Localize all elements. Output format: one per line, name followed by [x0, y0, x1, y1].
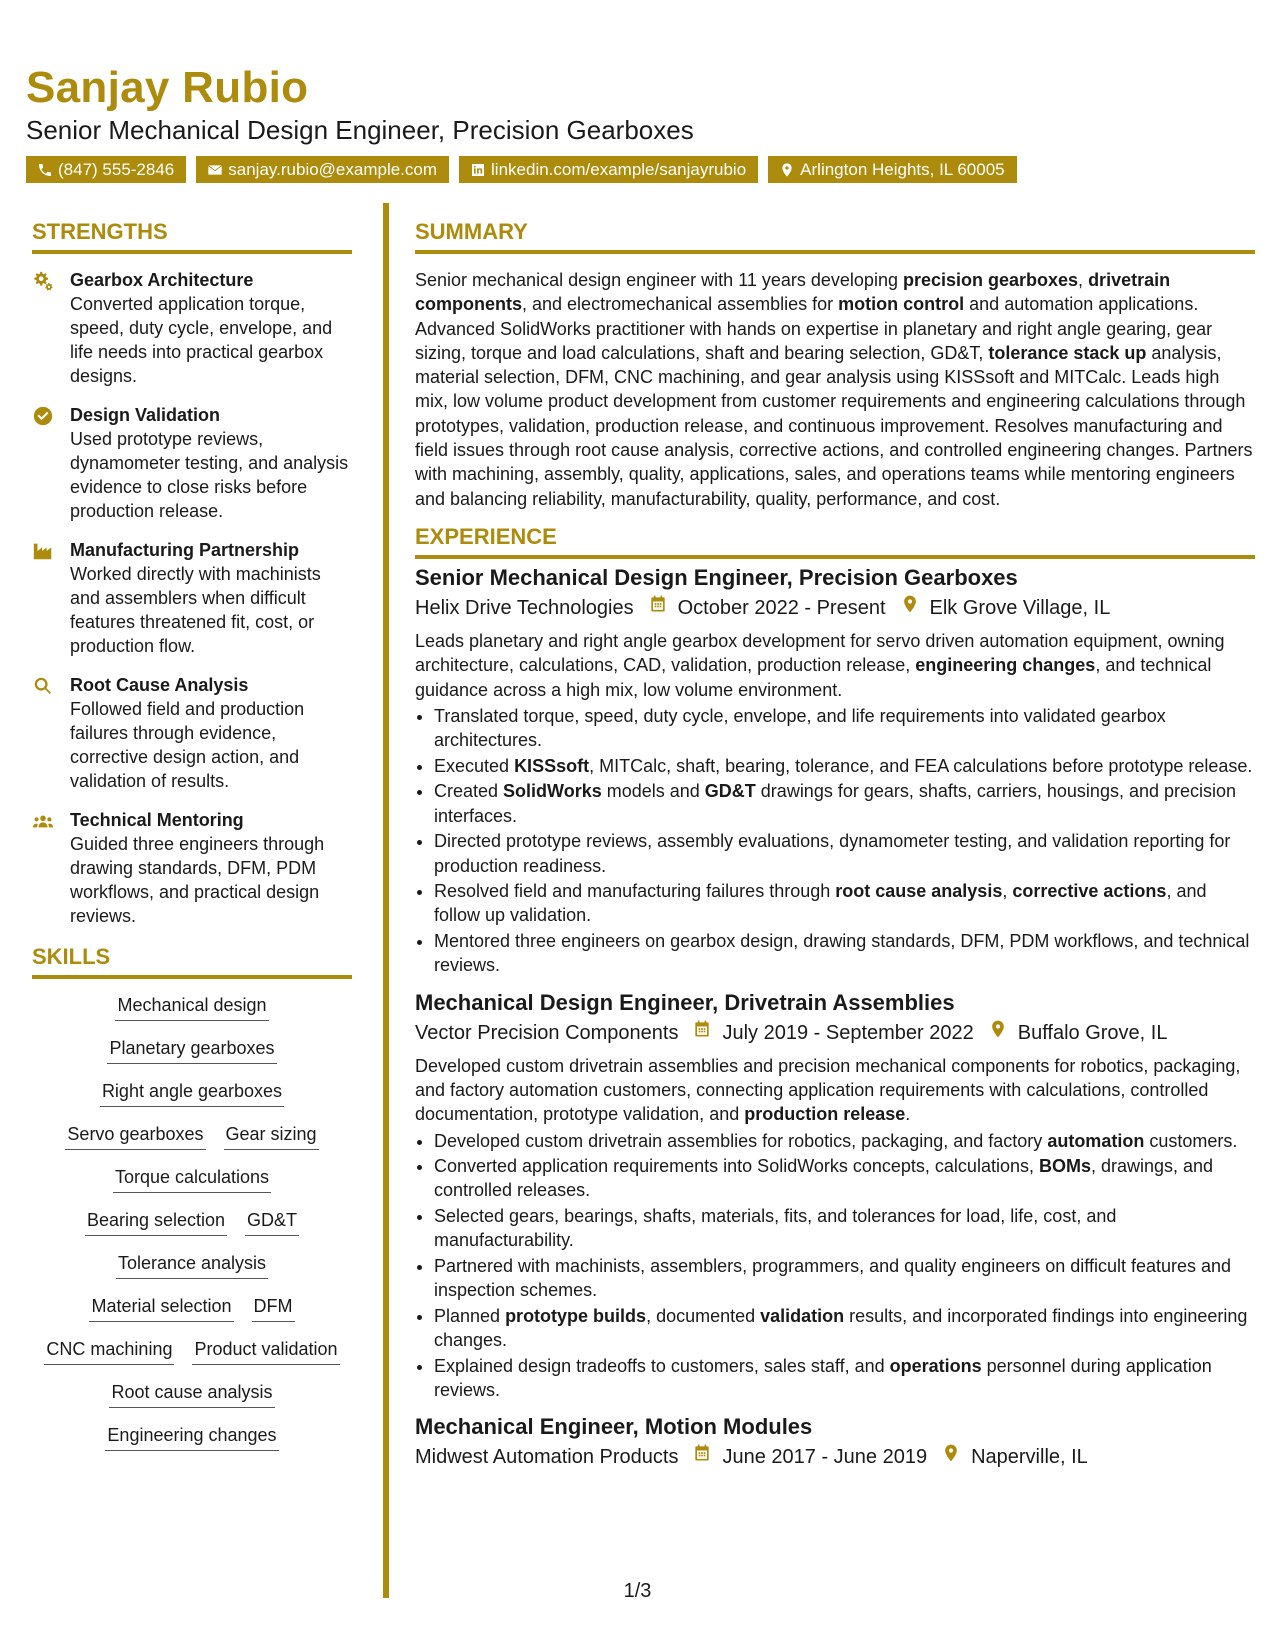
job-dates: June 2017 - June 2019 — [722, 1446, 928, 1469]
skill-row — [85, 1208, 299, 1236]
envelope-icon — [207, 162, 223, 178]
bullet-text: Explained design tradeoffs to customers, sales staff, and — [434, 1355, 890, 1376]
job-bullet — [434, 1204, 1255, 1253]
job-bullet — [434, 754, 1255, 778]
job-intro — [415, 1054, 1255, 1127]
bullet-text: Translated torque, speed, duty cycle, envelope, and life requirements into validated gearbox architectures. — [434, 705, 1166, 751]
job-dates: July 2019 - September 2022 — [722, 1021, 974, 1044]
job-location: Naperville, IL — [971, 1446, 1088, 1469]
bullet-text: personnel during application reviews. — [434, 1355, 1212, 1400]
strength-item — [32, 538, 352, 658]
job-intro-bold: engineering changes — [915, 655, 1096, 676]
experience-heading: EXPERIENCE — [415, 523, 1255, 559]
linkedin-chip[interactable] — [459, 156, 758, 183]
job-bullet — [434, 1129, 1255, 1153]
skill-row — [100, 1079, 284, 1107]
summary-text: Senior mechanical design engineer with 11 years developing — [415, 270, 903, 290]
summary-text: , — [1078, 270, 1089, 290]
column-divider — [383, 203, 389, 1598]
job-bullet — [434, 1304, 1255, 1353]
job-intro-text: Developed custom drivetrain assemblies and precision mechanical components for robotics, packaging, and factory automation customers, connecting application requirements with calculations, controlled documentation, prototype validation, and — [415, 1055, 1241, 1125]
strength-description: Followed field and production failures through evidence, corrective design action, and validation of results. — [70, 699, 305, 791]
job-title: Mechanical Design Engineer, Drivetrain Assemblies — [415, 989, 955, 1015]
bullet-bold: corrective actions — [1012, 881, 1167, 902]
strength-body — [70, 403, 352, 523]
job-location: Buffalo Grove, IL — [1017, 1021, 1168, 1044]
bullet-bold: prototype builds — [505, 1305, 647, 1326]
skill-tag: Servo gearboxes — [65, 1122, 205, 1150]
industry-icon — [32, 538, 70, 658]
summary-text: and automation applications. Advanced SolidWorks practitioner with hands on expertise in planetary and right angle gearing, gear sizing, torque and load calculations, shaft and bearing selection, GD&T, — [415, 294, 1213, 363]
map-marker-icon — [886, 593, 930, 623]
bullet-text: Directed prototype reviews, assembly evaluations, dynamometer testing, and validation reporting for production readiness. — [434, 831, 1231, 876]
job-bullet — [434, 1254, 1255, 1303]
phone-chip[interactable] — [26, 156, 186, 183]
job-entry — [415, 988, 1255, 1403]
job-intro-text: Leads planetary and right angle gearbox development for servo driven automation equipment, owning architecture, calculations, CAD, validation, production release, — [415, 630, 1225, 676]
skill-row — [113, 1165, 271, 1193]
bullet-bold: BOMs — [1038, 1156, 1091, 1177]
strength-title: Design Validation — [70, 405, 221, 425]
bullet-text: , documented — [646, 1305, 761, 1326]
job-meta — [415, 1018, 1255, 1048]
job-location: Elk Grove Village, IL — [929, 596, 1111, 619]
skill-row — [44, 1337, 339, 1365]
bullet-text: , drawings, and controlled releases. — [434, 1156, 1214, 1201]
skills-list — [32, 993, 352, 1451]
email-chip[interactable] — [196, 156, 449, 183]
users-icon — [32, 808, 70, 928]
strength-item — [32, 673, 352, 793]
job-bullet — [434, 879, 1255, 928]
job-bullet — [434, 829, 1255, 878]
linkedin-text: linkedin.com/example/sanjayrubio — [491, 160, 747, 179]
skill-tag: Mechanical design — [115, 993, 268, 1021]
skill-row — [89, 1294, 294, 1322]
email-text: sanjay.rubio@example.com — [228, 160, 438, 179]
strength-description: Converted application torque, speed, duty cycle, envelope, and life needs into practical gearbox designs. — [70, 294, 333, 386]
skill-tag: Right angle gearboxes — [100, 1079, 284, 1107]
phone-icon — [37, 162, 53, 178]
strength-body — [70, 538, 352, 658]
candidate-name: Sanjay Rubio — [26, 63, 309, 112]
strength-item — [32, 808, 352, 928]
bullet-text: Selected gears, bearings, shafts, materials, fits, and tolerances for load, life, cost, and manufacturability. — [434, 1205, 1117, 1251]
job-entry — [415, 563, 1255, 978]
bullet-text: Partnered with machinists, assemblers, programmers, and quality engineers on difficult features and inspection schemes. — [434, 1255, 1232, 1301]
bullet-bold: SolidWorks — [503, 781, 602, 802]
job-bullet — [434, 1154, 1255, 1203]
contact-bar — [26, 156, 1249, 183]
strengths-list — [32, 268, 352, 928]
skill-tag: Bearing selection — [85, 1208, 227, 1236]
phone-text: (847) 555-2846 — [58, 160, 175, 179]
search-icon — [32, 673, 70, 793]
summary-text: analysis, material selection, DFM, CNC machining, and gear analysis using KISSsoft and MITCalc. Leads high mix, low volume product development from customer requirements and engineering calculations through prototypes, validation, production release, and continuous improvement. Resolves manufacturing and field issues through root cause analysis, corrective actions, and controlled engineering changes. Partners with machining, assembly, quality, applications, sales, and operations teams while mentoring engineers and balancing reliability, manufacturability, quality, performance, and cost. — [415, 342, 1253, 509]
strength-item — [32, 403, 352, 523]
strengths-heading: STRENGTHS — [32, 218, 352, 254]
skill-row — [107, 1036, 276, 1064]
skill-row — [105, 1423, 278, 1451]
skill-tag: Gear sizing — [224, 1122, 319, 1150]
page-number: 1/3 — [623, 1580, 652, 1602]
calendar-icon — [678, 1018, 722, 1048]
bullet-bold: KISSsoft — [514, 755, 590, 776]
job-entry — [415, 1412, 1255, 1472]
job-bullet — [434, 704, 1255, 753]
job-bullets — [415, 704, 1255, 978]
skill-tag: Material selection — [89, 1294, 233, 1322]
skill-tag: Engineering changes — [105, 1423, 278, 1451]
bullet-text: Mentored three engineers on gearbox design, drawing standards, DFM, PDM workflows, and technical reviews. — [434, 931, 1250, 976]
bullet-text: models and — [601, 781, 705, 802]
job-intro-text: . — [905, 1104, 911, 1125]
bullet-text: Executed — [434, 755, 515, 776]
skill-tag: Planetary gearboxes — [107, 1036, 276, 1064]
strength-title: Root Cause Analysis — [70, 675, 249, 695]
bullet-text: , MITCalc, shaft, bearing, tolerance, and FEA calculations before prototype release. — [589, 755, 1253, 776]
job-meta — [415, 1442, 1255, 1472]
job-meta — [415, 593, 1255, 623]
right-column — [415, 218, 1255, 1478]
skill-tag: CNC machining — [44, 1337, 174, 1365]
left-column — [32, 218, 352, 1451]
bullet-text: Planned — [434, 1305, 506, 1326]
strength-title: Manufacturing Partnership — [70, 540, 300, 560]
job-dates: October 2022 - Present — [677, 596, 886, 619]
experience-list — [415, 563, 1255, 1472]
strength-body — [70, 268, 352, 388]
map-marker-icon — [779, 162, 795, 178]
bullet-text: results, and incorporated findings into engineering changes. — [434, 1305, 1248, 1351]
summary-bold: motion control — [838, 294, 965, 315]
strength-title: Technical Mentoring — [70, 810, 244, 830]
resume-header — [26, 62, 1249, 183]
bullet-bold: operations — [889, 1355, 982, 1376]
bullet-bold: validation — [760, 1305, 845, 1326]
skill-tag: Torque calculations — [113, 1165, 271, 1193]
strength-description: Guided three engineers through drawing standards, DFM, PDM workflows, and practical design reviews. — [70, 834, 325, 926]
job-company: Helix Drive Technologies — [415, 596, 634, 619]
check-circle-icon — [32, 403, 70, 523]
job-title: Senior Mechanical Design Engineer, Precision Gearboxes — [415, 564, 1018, 590]
summary-bold: precision gearboxes — [902, 270, 1079, 290]
skill-tag: Tolerance analysis — [116, 1251, 268, 1279]
bullet-text: , and follow up validation. — [434, 881, 1207, 926]
calendar-icon — [678, 1442, 722, 1472]
job-title: Mechanical Engineer, Motion Modules — [415, 1414, 813, 1440]
candidate-headline: Senior Mechanical Design Engineer, Precision Gearboxes — [26, 115, 694, 145]
bullet-bold: GD&T — [704, 781, 756, 802]
strength-body — [70, 808, 352, 928]
bullet-text: Created — [434, 781, 504, 802]
bullet-text: Converted application requirements into SolidWorks concepts, calculations, — [434, 1156, 1039, 1177]
location-chip[interactable] — [768, 156, 1016, 183]
job-company: Midwest Automation Products — [415, 1446, 679, 1469]
summary-text — [415, 268, 1255, 511]
summary-heading: SUMMARY — [415, 218, 1255, 254]
strength-description: Worked directly with machinists and assemblers when difficult features threatened fit, cost, or production flow. — [70, 564, 321, 656]
bullet-text: drawings for gears, shafts, carriers, housings, and precision interfaces. — [434, 781, 1237, 826]
strength-title: Gearbox Architecture — [70, 270, 254, 290]
bullet-text: customers. — [1144, 1130, 1238, 1151]
strength-description: Used prototype reviews, dynamometer testing, and analysis evidence to close risks before production release. — [70, 429, 349, 521]
skill-tag: DFM — [252, 1294, 295, 1322]
skill-row — [115, 993, 268, 1021]
skill-row — [116, 1251, 268, 1279]
linkedin-icon — [470, 162, 486, 178]
job-bullet — [434, 929, 1255, 978]
bullet-text: Developed custom drivetrain assemblies for robotics, packaging, and factory — [434, 1130, 1048, 1151]
job-intro — [415, 629, 1255, 702]
job-bullet — [434, 1354, 1255, 1403]
job-company: Vector Precision Components — [415, 1021, 679, 1044]
bullet-bold: automation — [1047, 1130, 1145, 1151]
skill-row — [65, 1122, 318, 1150]
skill-row — [109, 1380, 274, 1408]
job-intro-bold: production release — [744, 1104, 906, 1125]
bullet-text: Resolved field and manufacturing failures through — [434, 881, 836, 902]
skill-tag: Product validation — [192, 1337, 339, 1365]
job-bullet — [434, 779, 1255, 828]
skills-heading: SKILLS — [32, 943, 352, 979]
calendar-icon — [634, 593, 678, 623]
job-bullets — [415, 1129, 1255, 1403]
job-intro-text: , and technical guidance across a high mix, low volume environment. — [415, 655, 1212, 700]
map-marker-icon — [927, 1442, 971, 1472]
bullet-bold: root cause analysis — [835, 881, 1003, 902]
bullet-text: , — [1002, 881, 1013, 902]
map-marker-icon — [974, 1018, 1018, 1048]
skill-tag: GD&T — [245, 1208, 299, 1236]
summary-text: , and electromechanical assemblies for — [522, 294, 839, 315]
location-text: Arlington Heights, IL 60005 — [800, 160, 1005, 179]
gears-icon — [32, 268, 70, 388]
summary-bold: drivetrain components — [415, 270, 1171, 315]
strength-body — [70, 673, 352, 793]
summary-bold: tolerance stack up — [988, 342, 1147, 363]
skill-tag: Root cause analysis — [109, 1380, 274, 1408]
strength-item — [32, 268, 352, 388]
